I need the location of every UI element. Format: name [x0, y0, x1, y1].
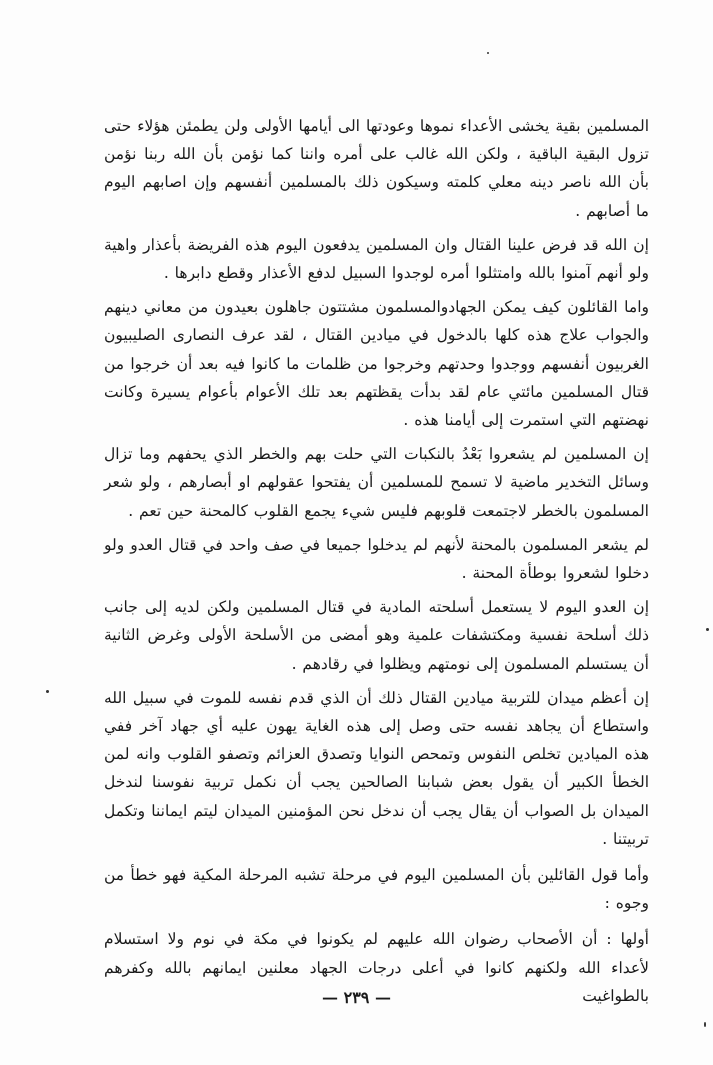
scan-speck [487, 52, 489, 54]
paragraph-6: إن العدو اليوم لا يستعمل أسلحته المادية في قتال المسلمين ولكن لديه إلى جانب ذلك أسلحة نفسية ومكتشفات علمية وهو أمضى من الأسلحة الأولى وغرض الثانية أن يستسلم المسلمون إلى نومتهم ويظلوا في رقادهم . [104, 598, 649, 673]
page-number: — ٢٣٩ — [322, 988, 391, 1007]
scan-speck [704, 1022, 706, 1027]
scan-speck [706, 628, 709, 631]
paragraph-8: وأما قول القائلين بأن المسلمين اليوم في مرحلة تشبه المرحلة المكية فهو خطأ من وجوه : [104, 866, 649, 913]
paragraph-2: إن الله قد فرض علينا القتال وان المسلمين يدفعون اليوم هذه الفريضة بأعذار واهية ولو أنهم آمنوا بالله وامتثلوا أمره لوجدوا السبيل لدفع الأعذار وقطع دابرها . [104, 235, 649, 283]
paragraph-9: أولها : أن الأصحاب رضوان الله عليهم لم يكونوا في مكة في نوم ولا استسلام لأعداء الله ولكنهم كانوا في أعلى درجات الجهاد معلنين ايمانهم بالله وكفرهم بالطواغيت [104, 930, 649, 1005]
paragraph-1: المسلمين بقية يخشى الأعداء نموها وعودتها الى أيامها الأولى ولن يطمئن هؤلاء حتى تزول البقية الباقية ، ولكن الله غالب على أمره واننا كما نؤمن بأن الله ربنا نؤمن بأن الله ناصر دينه معلي كلمته وسيكون ذلك بالمسلمين أنفسهم وإن اصابهم اليوم ما أصابهم . [104, 117, 649, 220]
body-text [104, 112, 649, 1016]
paragraph-3: واما القائلون كيف يمكن الجهادوالمسلمون مشتتون جاهلون بعيدون من معاني دينهم والجواب علاج هذه كلها بالدخول في ميادين القتال ، لقد عرف النصارى الصليبيون الغربيون أنفسهم ووجدوا وحدتهم وخرجوا من ظلمات ما كانوا فيه بعد أن خرجوا من قتال المسلمين مائتي عام لقد بدأت يقظتهم بعد تلك الأعوام بأعوام يسيرة وكانت نهضتهم التي استمرت إلى أيامنا هذه . [104, 298, 649, 430]
scan-speck [46, 690, 49, 693]
paragraph-7: إن أعظم ميدان للتربية ميادين القتال ذلك أن الذي قدم نفسه للموت في سبيل الله واستطاع أن يجاهد نفسه حتى وصل إلى هذه الغاية يهون عليه أي جهاد آخر ففي هذه الميادين تخلص النفوس وتمحص النوايا وتصدق العزائم وتصفو القلوب وانه لمن الخطأ الكبير أن يقول بعض شبابنا الصالحين يجب أن نكمل تربية نفوسنا لندخل الميدان بل الصواب أن يقال يجب أن ندخل نحن المؤمنين الميدان ليتم ايماننا وتكمل تربيتنا . [104, 688, 649, 848]
paragraph-4: إن المسلمين لم يشعروا بَعْدُ بالنكبات التي حلت بهم والخطر الذي يحفهم وما تزال وسائل التخدير ماضية لا تسمح للمسلمين أن يفتحوا عقولهم او أبصارهم ، ولو شعر المسلمون بالخطر لاجتمعت قلوبهم فليس شيء يجمع القلوب كالمحنة حين تعم . [104, 445, 650, 520]
paragraph-5: لم يشعر المسلمون بالمحنة لأنهم لم يدخلوا جميعا في صف واحد في قتال العدو ولو دخلوا لشعروا بوطأة المحنة . [104, 535, 649, 583]
